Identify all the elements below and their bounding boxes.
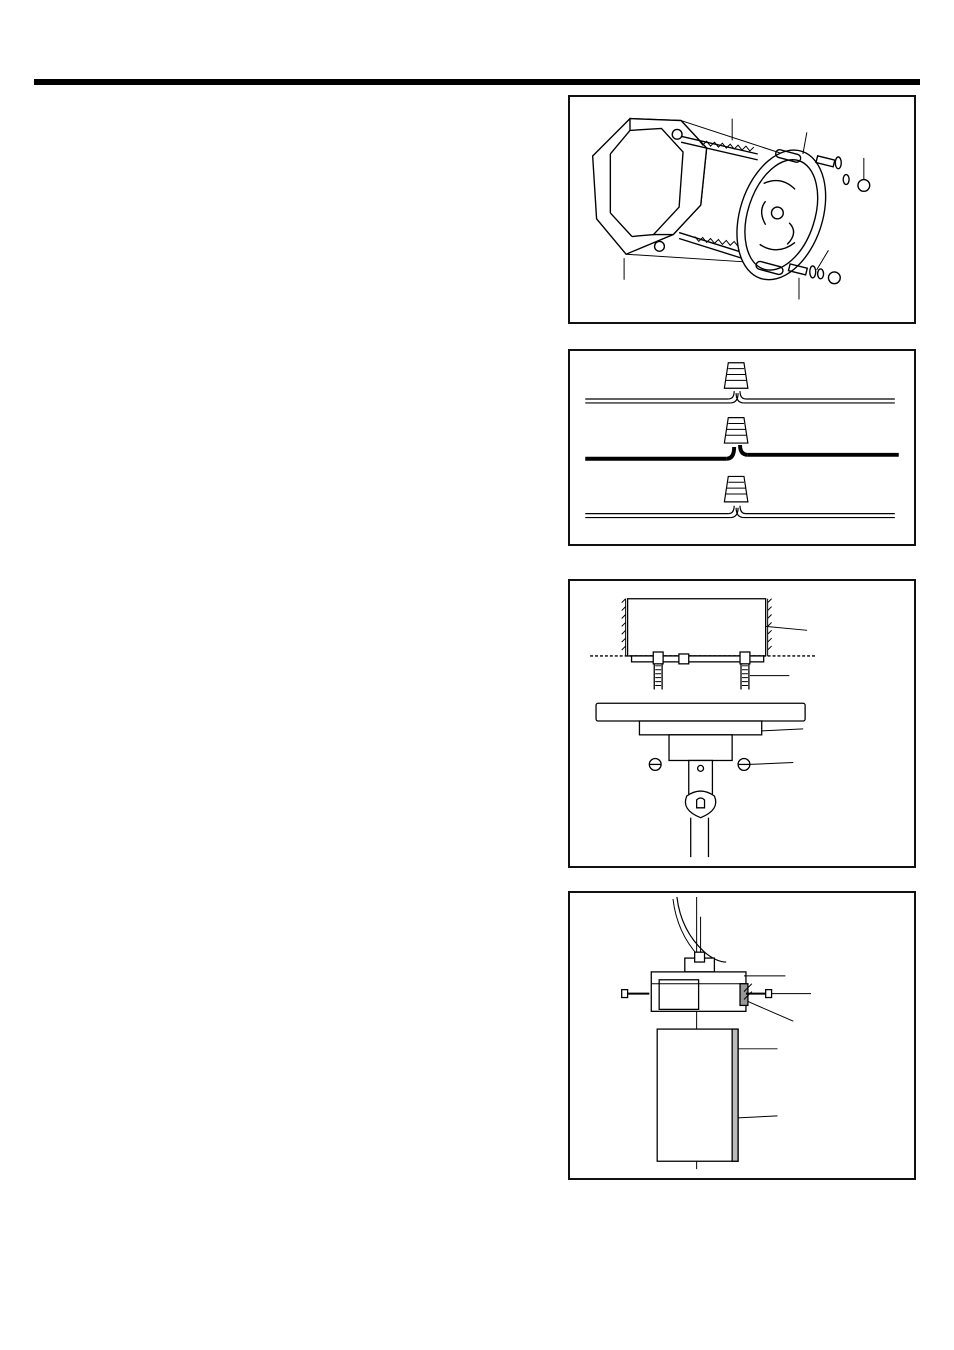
wire-nut-1 [724, 363, 748, 388]
mounting-bracket [721, 139, 841, 292]
cap-nut-top [858, 180, 870, 192]
callout-5 [738, 1116, 777, 1118]
ceiling-box [628, 599, 766, 656]
canopy-top [596, 703, 805, 721]
pin-left [622, 990, 650, 998]
callout-3 [762, 729, 803, 731]
downrod-tube [657, 1029, 738, 1161]
callout-4 [750, 762, 793, 764]
lock-washer-bottom [818, 269, 824, 279]
outlet-box-bracket-drawing [570, 97, 914, 322]
canopy-body [639, 721, 761, 735]
cap-nut-bottom [828, 272, 840, 284]
callout-4 [817, 250, 829, 270]
downrod-wall [732, 1029, 738, 1161]
canopy-neck [669, 735, 732, 761]
figure-outlet-box-bracket [568, 95, 916, 324]
wire-nut-2 [724, 418, 748, 443]
figure-wire-connections [568, 349, 916, 546]
hanger-ball [685, 791, 715, 818]
lock-washer-top [843, 175, 849, 185]
screw-right [740, 652, 750, 689]
callout-1 [766, 626, 807, 630]
callout-3 [748, 1001, 793, 1021]
pin-right [746, 990, 772, 998]
header-rule [34, 79, 920, 85]
canopy-mounting-drawing [570, 581, 914, 866]
downrod-coupler-drawing [570, 893, 914, 1178]
wire-connections-drawing [570, 351, 914, 544]
callout-2 [803, 132, 807, 154]
wire-nut-3 [724, 476, 748, 501]
figure-downrod-coupler [568, 891, 916, 1180]
screw-left [653, 652, 663, 689]
figure-canopy-mounting [568, 579, 916, 868]
